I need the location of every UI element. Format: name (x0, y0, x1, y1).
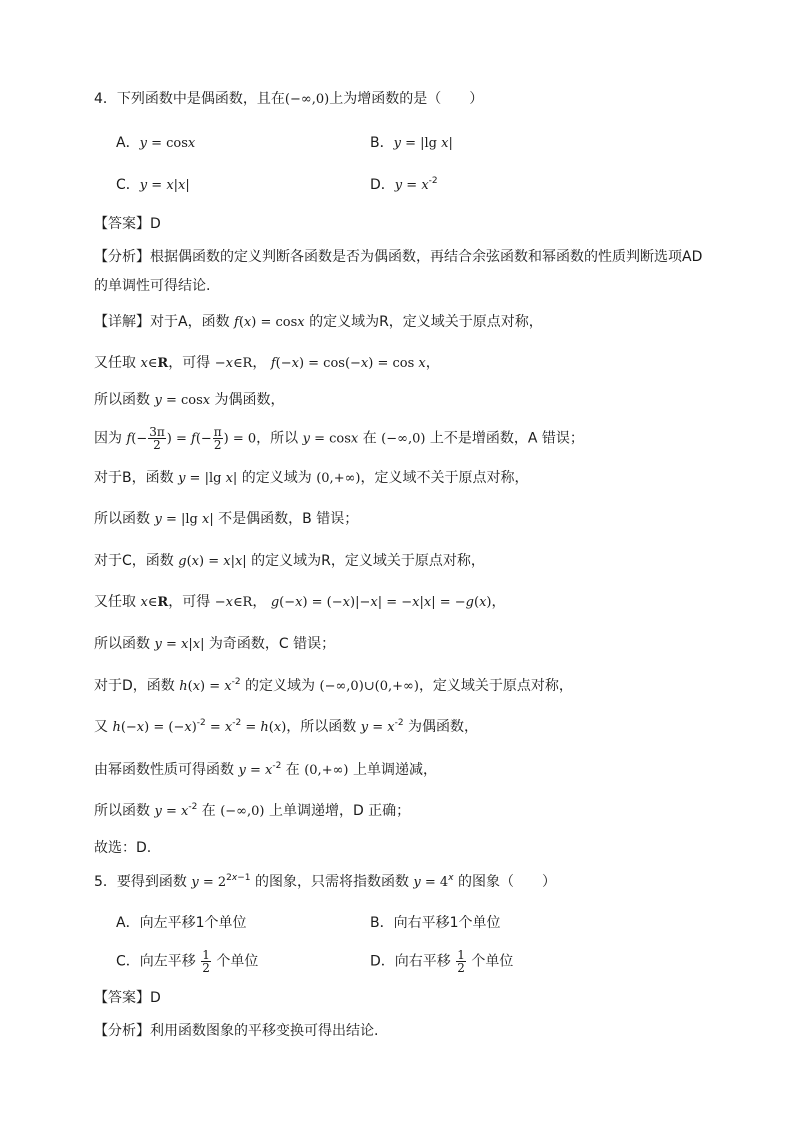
q4-option-a: A．y = cosx (116, 135, 196, 151)
q4-detail-line-7: 对于C，函数 g(x) = x|x| 的定义域为R，定义域关于原点对称， (94, 553, 485, 569)
q5-option-a: A．向左平移1个单位 (116, 915, 247, 931)
q5-option-d: D．向右平移 $\frac{1}{2}$ 个单位 (370, 948, 514, 975)
q4-stem: 4．下列函数中是偶函数，且在(−∞,0)上为增函数的是（ ） (94, 91, 484, 107)
q4-detail-line-5: 对于B，函数 y = |lg x| 的定义域为 (0,+∞)，定义域不关于原点对称， (94, 470, 529, 486)
q4-option-b: B．y = |lg x| (370, 135, 453, 151)
q4-detail-line-12: 由幂函数性质可得函数 $y = x^{-2}$ 在 (0,+∞) 上单调递减， (94, 761, 437, 778)
q4-analysis-line-1: 【分析】根据偶函数的定义判断各函数是否为偶函数，再结合余弦函数和幂函数的性质判断选项AD (94, 249, 703, 265)
q4-detail-line-10: 对于D，函数 $h(x) = x^{-2}$ 的定义域为 (−∞,0)∪(0,+∞)，定义域关于原点对称， (94, 677, 573, 694)
q4-detail-line-4: 因为 f(− $\frac{3\pi}{2}$ ) = f(− $\frac{\pi}{2}$ ) = 0，所以 y = cosx 在 (−∞,0) 上不是增函数，A 错误； (94, 425, 584, 452)
q4-analysis-line-2: 的单调性可得结论. (94, 278, 211, 294)
q4-option-c: C．y = x|x| (116, 177, 190, 193)
q4-detail-line-8: 又任取 x∈R，可得 −x∈R， g(−x) = (−x)|−x| = −x|x| = −g(x)， (94, 594, 506, 610)
q4-detail-line-3: 所以函数 y = cosx 为偶函数， (94, 392, 285, 408)
q5-answer: 【答案】D (94, 990, 161, 1006)
q4-detail-line-13: 所以函数 $y = x^{-2}$ 在 (−∞,0) 上单调递增，D 正确； (94, 802, 411, 819)
q4-answer: 【答案】D (94, 216, 161, 232)
q5-option-b: B．向右平移1个单位 (370, 915, 501, 931)
q5-analysis: 【分析】利用函数图象的平移变换可得出结论. (94, 1023, 379, 1039)
q4-detail-line-14: 故选：D. (94, 840, 152, 856)
q5-stem: 5．要得到函数 $y = 2^{2x-1}$ 的图象，只需将指数函数 $y = 4^x$ 的图象（ ） (94, 873, 556, 890)
q5-option-c: C．向左平移 $\frac{1}{2}$ 个单位 (116, 948, 259, 975)
q4-option-d: D．$y = x^{-2}$ (370, 176, 438, 193)
q4-detail-line-1: 【详解】对于A，函数 f(x) = cosx 的定义域为R，定义域关于原点对称， (94, 314, 543, 330)
q4-detail-line-2: 又任取 x∈R，可得 −x∈R， f(−x) = cos(−x) = cos x， (94, 355, 440, 371)
q4-detail-line-9: 所以函数 y = x|x| 为奇函数，C 错误； (94, 636, 336, 652)
q4-detail-line-6: 所以函数 y = |lg x| 不是偶函数，B 错误； (94, 511, 359, 527)
q4-detail-line-11: 又 $h(-x) = (-x)^{-2} = x^{-2} = h(x)$，所以函数 $y = x^{-2}$ 为偶函数， (94, 718, 479, 735)
